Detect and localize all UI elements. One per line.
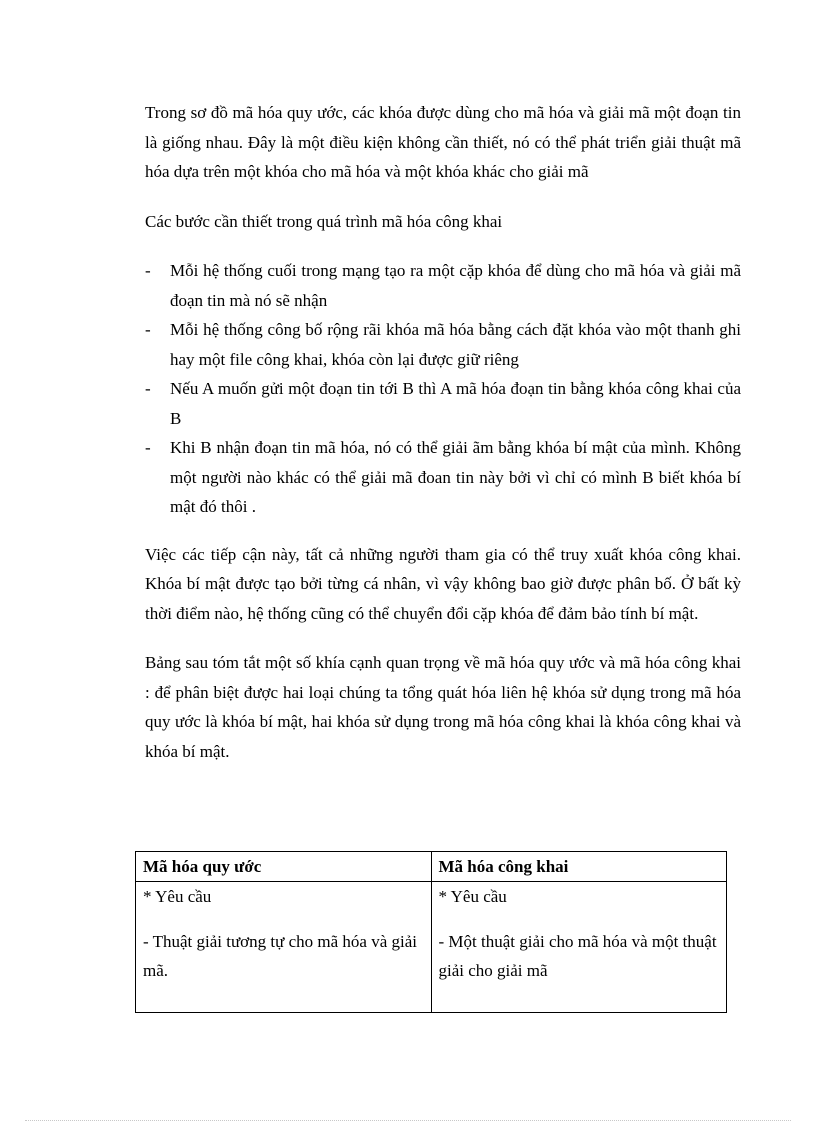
list-item <box>145 433 741 522</box>
cell-title: * Yêu cầu <box>438 887 507 906</box>
list-item-text: Mỗi hệ thống cuối trong mạng tạo ra một cặp khóa để dùng cho mã hóa và giải mã đoạn tin mà nó sẽ nhận <box>170 261 741 310</box>
cell-body: - Thuật giải tương tự cho mã hóa và giải mã. <box>143 932 418 980</box>
table-header-conventional: Mã hóa quy ước <box>136 852 432 882</box>
list-item <box>145 256 741 315</box>
table-cell-conventional <box>136 882 432 1013</box>
paragraph-steps-heading: Các bước cần thiết trong quá trình mã hóa công khai <box>145 211 503 231</box>
bullet-dash: - <box>145 261 151 280</box>
list-item-text: Khi B nhận đoạn tin mã hóa, nó có thể giải ãm bằng khóa bí mật của mình. Không một người nào khác có thể giải mã đoan tin này bởi vì chỉ có mình B biết khóa bí mật đó thôi . <box>170 438 741 516</box>
list-item <box>145 315 741 374</box>
table-header-row <box>136 852 727 882</box>
list-item-text: Nếu A muốn gửi một đoạn tin tới B thì A mã hóa đoạn tin bằng khóa công khai của B <box>170 379 741 428</box>
bullet-dash: - <box>145 320 151 339</box>
paragraph-access-approach: Việc các tiếp cận này, tất cả những người tham gia có thể truy xuất khóa công khai. Khóa bí mật được tạo bởi từng cá nhân, vì vậy không bao giờ được phân bố. Ở bất kỳ thời điểm nào, hệ thống cũng có thể chuyển đổi cặp khóa để đảm bảo tính bí mật. <box>145 544 741 623</box>
page-bottom-border <box>25 1120 791 1121</box>
cell-body: - Một thuật giải cho mã hóa và một thuật giải cho giải mã <box>438 932 717 980</box>
document-body <box>145 98 741 786</box>
steps-list <box>145 256 741 522</box>
cell-title: * Yêu cầu <box>143 887 212 906</box>
table-cell-public-key <box>431 882 727 1013</box>
comparison-table <box>135 851 727 1013</box>
paragraph-table-intro: Bảng sau tóm tắt một số khía cạnh quan trọng về mã hóa quy ước và mã hóa công khai : để phân biệt được hai loại chúng ta tổng quát hóa liên hệ khóa sử dụng trong mã hóa quy ước là khóa bí mật, hai khóa sử dụng trong mã hóa công khai là khóa công khai và khóa bí mật. <box>145 653 741 761</box>
bullet-dash: - <box>145 438 151 457</box>
list-item <box>145 374 741 433</box>
table-row <box>136 882 727 1013</box>
list-item-text: Mỗi hệ thống công bố rộng rãi khóa mã hóa bằng cách đặt khóa vào một thanh ghi hay một file công khai, khóa còn lại được giữ riêng <box>170 320 741 369</box>
table-header-public-key: Mã hóa công khai <box>431 852 727 882</box>
paragraph-conventional-encryption: Trong sơ đồ mã hóa quy ước, các khóa được dùng cho mã hóa và giải mã một đoạn tin là giống nhau. Đây là một điều kiện không cần thiết, nó có thể phát triển giải thuật mã hóa dựa trên một khóa cho mã hóa và một khóa khác cho giải mã <box>145 103 741 181</box>
bullet-dash: - <box>145 379 151 398</box>
